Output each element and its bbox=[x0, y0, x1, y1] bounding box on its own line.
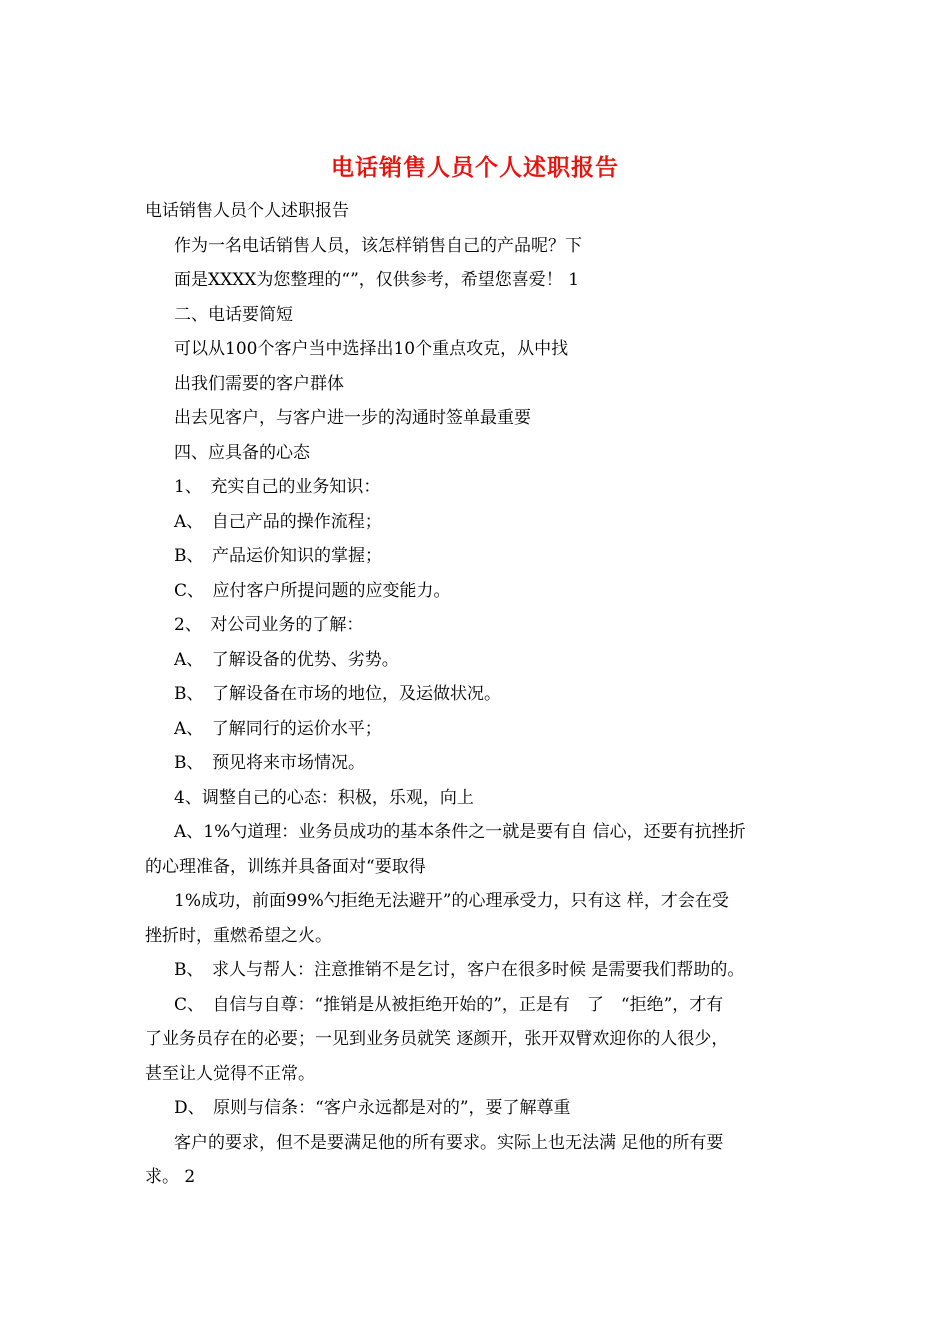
document-body bbox=[145, 194, 810, 1195]
text-line: 客户的要求，但不是要满足他的所有要求。实际上也无法满 足他的所有要 bbox=[174, 1132, 724, 1153]
text-line: 2、 对公司业务的了解： bbox=[174, 615, 364, 635]
text-line: 面是XXXX为您整理的“”，仅供参考，希望您喜爱！ 1 bbox=[174, 270, 580, 290]
text-line: 作为一名电话销售人员，该怎样销售自己的产品呢？下 bbox=[174, 235, 582, 256]
text-line: A、 了解同行的运价水平； bbox=[174, 718, 382, 739]
text-line: 四、应具备的心态 bbox=[174, 442, 310, 463]
text-line: C、 自信与自尊：“推销是从被拒绝开始的”，正是有 了 “拒绝”，才有 bbox=[174, 994, 724, 1015]
text-line: 二、电话要简短 bbox=[174, 304, 293, 325]
text-line: B、 求人与帮人：注意推销不是乞讨，客户在很多时候 是需要我们帮助的。 bbox=[174, 960, 745, 980]
text-line: C、 应付客户所提问题的应变能力。 bbox=[174, 580, 451, 601]
text-line: 4、调整自己的心态：积极，乐观，向上 bbox=[174, 787, 474, 808]
text-line: 可以从100个客户当中选择出10个重点攻克，从中找 bbox=[174, 339, 569, 359]
text-line: 的心理准备，训练并具备面对“要取得 bbox=[145, 856, 426, 877]
text-line: B、 产品运价知识的掌握； bbox=[174, 546, 382, 566]
text-line: 求。 2 bbox=[145, 1167, 196, 1187]
text-line: A、1%勺道理：业务员成功的基本条件之一就是要有自 信心，还要有抗挫折 bbox=[174, 822, 746, 842]
text-line: 出去见客户，与客户进一步的沟通时签单最重要 bbox=[174, 408, 531, 428]
text-line: 出我们需要的客户群体 bbox=[174, 373, 344, 394]
text-line: 1、 充实自己的业务知识： bbox=[174, 477, 381, 497]
text-line: A、 了解设备的优势、劣势。 bbox=[174, 649, 399, 670]
text-line: D、 原则与信条：“客户永远都是对的”，要了解尊重 bbox=[174, 1098, 571, 1118]
text-line: 挫折时，重燃希望之火。 bbox=[145, 925, 332, 946]
text-line: 了业务员存在的必要；一见到业务员就笑 逐颜开，张开双臂欢迎你的人很少， bbox=[145, 1029, 729, 1049]
text-line: 1%成功，前面99%勺拒绝无法避开”的心理承受力，只有这 样，才会在受 bbox=[174, 891, 729, 911]
text-line: A、 自己产品的操作流程； bbox=[174, 511, 382, 532]
document-title: 电话销售人员个人述职报告 bbox=[331, 154, 619, 181]
text-line: 电话销售人员个人述职报告 bbox=[145, 201, 349, 221]
text-line: B、 预见将来市场情况。 bbox=[174, 753, 365, 773]
text-line: 甚至让人觉得不正常。 bbox=[145, 1063, 315, 1084]
text-line: B、 了解设备在市场的地位，及运做状况。 bbox=[174, 684, 501, 704]
